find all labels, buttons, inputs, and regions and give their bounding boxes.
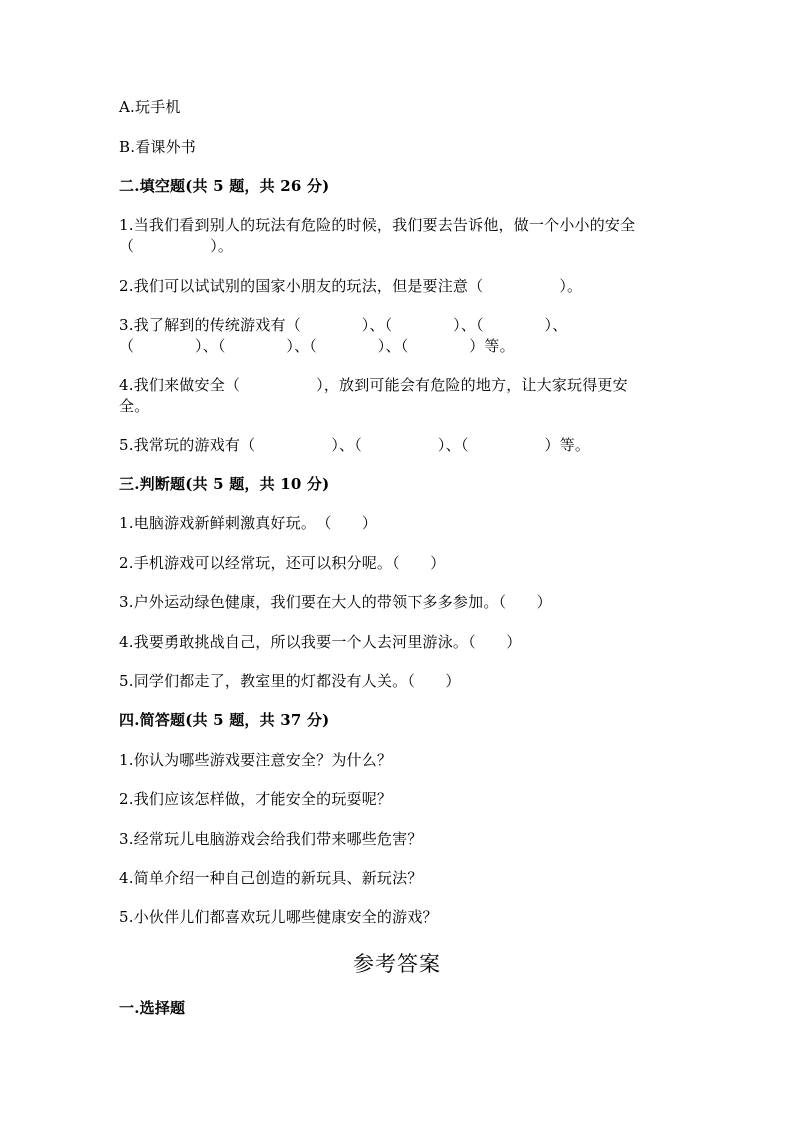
short-q3: 3.经常玩儿电脑游戏会给我们带来哪些危害？ <box>119 830 423 848</box>
fill-q5: 5.我常玩的游戏有（ ）、（ ）、（ ）等。 <box>119 436 591 454</box>
judge-q2: 2.手机游戏可以经常玩，还可以积分呢。（ ） <box>119 554 446 572</box>
fill-q2: 2.我们可以试试别的国家小朋友的玩法，但是要注意（ ）。 <box>119 277 583 295</box>
section-short-answer-heading: 四.简答题(共 5 题，共 37 分) <box>119 711 330 729</box>
short-q1: 1.你认为哪些游戏要注意安全？为什么？ <box>119 751 393 769</box>
section-fill-blank-heading: 二.填空题(共 5 题，共 26 分) <box>119 177 330 195</box>
judge-q1: 1.电脑游戏新鲜刺激真好玩。 （ ） <box>119 514 378 532</box>
judge-q5: 5.同学们都走了，教室里的灯都没有人关。（ ） <box>119 672 461 690</box>
fill-q4-line1: 4.我们来做安全（ ），放到可能会有危险的地方，让大家玩得更安 <box>119 376 628 394</box>
option-b: B.看课外书 <box>119 138 196 156</box>
fill-q4-line2: 全。 <box>119 397 150 415</box>
short-q5: 5.小伙伴儿们都喜欢玩儿哪些健康安全的游戏？ <box>119 908 438 926</box>
section-judge-heading: 三.判断题(共 5 题，共 10 分) <box>119 475 330 493</box>
fill-q3-line1: 3.我了解到的传统游戏有（ ）、（ ）、（ ）、 <box>119 316 568 334</box>
short-q4: 4.简单介绍一种自己创造的新玩具、新玩法？ <box>119 869 423 887</box>
short-q2: 2.我们应该怎样做，才能安全的玩耍呢？ <box>119 790 393 808</box>
answer-key-title: 参考答案 <box>353 952 441 976</box>
fill-q3-line2: （ ）、（ ）、（ ）、（ ）等。 <box>119 337 515 355</box>
option-a: A.玩手机 <box>119 98 181 116</box>
judge-q4: 4.我要勇敢挑战自己，所以我要一个人去河里游泳。（ ） <box>119 633 522 651</box>
fill-q1-line1: 1.当我们看到别人的玩法有危险的时候，我们要去告诉他，做一个小小的安全 <box>119 216 636 234</box>
fill-q1-line2: （ ）。 <box>119 237 234 255</box>
judge-q3: 3.户外运动绿色健康，我们要在大人的带领下多多参加。（ ） <box>119 593 552 611</box>
answer-section1-heading: 一.选择题 <box>119 999 186 1017</box>
